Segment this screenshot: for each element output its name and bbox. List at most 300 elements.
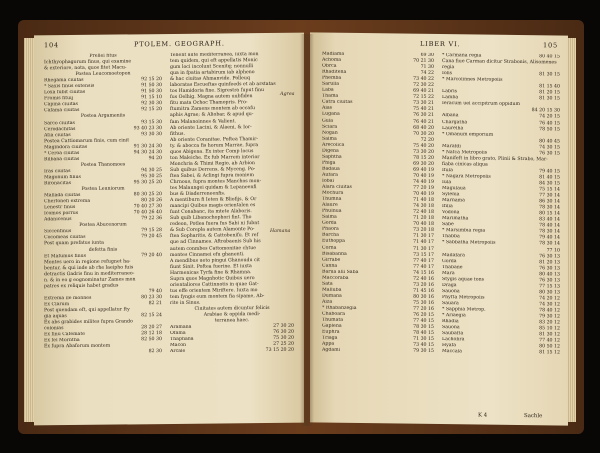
coordinates: 78 30 14 xyxy=(539,241,560,247)
coordinates: 94 30 24 30 xyxy=(133,149,162,156)
coordinates: 79 22 36 xyxy=(141,216,162,222)
place-entry xyxy=(322,348,434,355)
coordinates: 81 30 12 xyxy=(539,332,560,338)
left-folio: 104 xyxy=(44,41,59,50)
place-name: Gula xyxy=(322,118,334,124)
place-name: Alara ciuitas xyxy=(322,184,352,190)
coordinates: 81 15 40 xyxy=(539,84,560,90)
place-name: gia aquas xyxy=(44,314,67,320)
place-name: Ieracum uel accipitrum oppidum xyxy=(442,101,520,108)
coordinates: 70 40 19 xyxy=(413,191,434,198)
place-name: Sauona xyxy=(442,288,460,295)
coordinates: 75 40 20 xyxy=(413,143,434,149)
place-name: Ifula xyxy=(442,167,453,174)
coordinates: 74 15 16 xyxy=(413,270,434,276)
coordinates: 73 30 21 xyxy=(413,101,434,107)
line-text: Chrnous, fupra montes Manchos mon- xyxy=(170,179,262,185)
coordinates: 70 40 27 30 xyxy=(133,204,162,210)
coordinates: 71 30 17 xyxy=(413,234,434,240)
coordinates: 80 40 13 xyxy=(539,271,560,278)
place-name: Iras ciuitas xyxy=(44,168,71,175)
left-page xyxy=(34,33,304,426)
place-name: Macon xyxy=(170,343,187,349)
coordinates: 77 30 14 xyxy=(539,193,560,199)
place-name: Mara xyxy=(442,270,455,276)
place-name: colonias xyxy=(44,326,64,332)
coordinates: 76 30 21 xyxy=(413,113,434,119)
coordinates: 92 30 30 xyxy=(141,101,162,107)
place-name: Catra ciuitas xyxy=(322,99,353,106)
place-name: Capina ciuitas xyxy=(44,102,78,108)
coordinates: 85 10 12 xyxy=(539,326,560,332)
place-name: Phaora xyxy=(322,226,339,233)
place-name: * Ariaegia xyxy=(442,313,466,319)
line-text: detractis Gadris finu in mediterraneo- xyxy=(44,271,135,277)
coordinates: 93 30 30 xyxy=(141,131,162,137)
place-name: Chargatha xyxy=(442,119,468,125)
coordinates: 70 21 30 xyxy=(413,58,434,64)
place-name: Canna xyxy=(322,263,338,269)
line-text: Monchria & Thimi Regio, ab Arbion xyxy=(170,160,255,167)
line-text: laboratas Escueftas quinfeeds et ab arstatas xyxy=(170,82,276,89)
coordinates: 79 40 xyxy=(148,288,162,295)
coordinates: 93 15 30 xyxy=(141,119,162,125)
coordinates: 69 30 20 xyxy=(413,161,434,167)
place-name: Lugana xyxy=(322,112,340,118)
coordinates: 77 40 12 xyxy=(539,338,560,344)
coordinates: 74 20 12 xyxy=(539,296,560,302)
right-page-header xyxy=(320,39,558,52)
coordinates: 75 40 21 xyxy=(413,107,434,113)
line-text: rite in Sinus. xyxy=(170,300,201,306)
line-text: Ab oriente Lacini, & Alaeni, & Ior- xyxy=(170,124,252,131)
place-name: Laba xyxy=(322,87,334,93)
coordinates: 71 30 xyxy=(420,64,434,71)
place-name: Laurelha xyxy=(442,125,464,131)
line-text: Supra quos Magnhotic Quibus uero xyxy=(170,275,255,282)
place-name: Lachobra xyxy=(442,337,465,343)
coordinates: 76 20 15 xyxy=(413,312,434,318)
line-text: ty. & abocca fis horum Marrae, fupra xyxy=(170,142,259,149)
place-name: Iolis xyxy=(442,71,453,77)
line-text: Tenent aute mediterranea, iuxta mon xyxy=(170,52,259,58)
line-text: bus & Diaderreneenfis. xyxy=(170,191,226,198)
place-name: Aufara xyxy=(322,172,338,178)
place-name: * Sabbatha Metropolis xyxy=(442,240,496,247)
place-name: Maccala xyxy=(442,349,462,355)
coordinates: 78 30 14 xyxy=(539,205,560,211)
catchword: Sachle xyxy=(524,413,543,420)
right-column-1 xyxy=(322,52,434,419)
coordinates: 78 40 15 xyxy=(413,330,434,337)
coordinates: 91 50 30 xyxy=(141,83,162,89)
place-name: Saphtha xyxy=(322,154,342,160)
coordinates: 72 30 22 xyxy=(413,82,434,89)
coordinates: 86 30 14 xyxy=(539,199,560,205)
place-name: Cerodachitas xyxy=(44,126,76,132)
coordinates: 79 30 15 xyxy=(413,348,434,355)
place-name: Atia ciuitas xyxy=(44,132,71,138)
line-text: n. & in eo g eognominatur Zames mon xyxy=(44,277,136,284)
place-name: Digena xyxy=(322,148,339,154)
coordinates: 71 20 18 xyxy=(413,215,434,222)
coordinates: 74 30 15 xyxy=(539,144,560,151)
coordinates: 70 40 19 xyxy=(413,173,434,179)
coordinates: 95 30 25 xyxy=(141,174,162,180)
place-name: Barcha xyxy=(322,232,339,239)
place-name: Appa xyxy=(322,341,335,347)
line-text: tes Malaungei quidam & Lepaneenfi xyxy=(170,185,257,192)
coordinates: 77 40 17 xyxy=(413,258,434,264)
coordinates: 77 20 16 xyxy=(413,306,434,312)
place-name: Sylenia xyxy=(442,192,460,198)
place-name: Rhegama ciuitas xyxy=(44,78,84,84)
place-name: Phiga xyxy=(322,160,336,166)
coordinates: 81 30 15 xyxy=(539,72,560,78)
coordinates: 72 40 18 xyxy=(413,209,434,216)
right-folio: 105 xyxy=(543,41,558,50)
coordinates: 79 30 12 xyxy=(539,314,560,320)
line-text: Postea Abucenorum xyxy=(79,222,127,229)
coordinates: 28 12 18 xyxy=(141,331,162,337)
right-column-2 xyxy=(442,53,560,420)
coordinates: 80 23 30 xyxy=(141,294,162,301)
coordinates: 83 40 14 xyxy=(539,217,560,223)
place-name: Sauara xyxy=(442,300,459,307)
place-name: Sarulla xyxy=(322,81,340,88)
place-name: * Ceroa ciuitas xyxy=(44,150,80,157)
coordinates: 27 30 20 xyxy=(273,323,294,330)
line-text: fiunt Sinit. Poftea fuerine. Et iuxta xyxy=(170,263,252,270)
coordinates: 75 30 16 xyxy=(413,300,434,306)
line-text: Sub quibus Derrens, & Myceng. Po- xyxy=(170,166,256,173)
coordinates: 73 15 17 xyxy=(413,252,434,258)
place-name: Gaplena xyxy=(322,323,342,329)
place-name: Cocomeas ciuitas xyxy=(44,235,86,241)
line-text: montes Cinnamei efu ghanenti. xyxy=(170,251,245,258)
line-text: tem fyngis eum montem fia sipame, Ab- xyxy=(170,293,265,300)
line-text: Postea Thanomoes xyxy=(80,162,126,168)
coordinates: 93 40 23 30 xyxy=(133,125,162,131)
place-name: Mochura xyxy=(322,190,344,196)
place-name: * Rhabanzegia xyxy=(322,305,357,311)
line-text: mancipi Quibus magis orientalen es xyxy=(170,203,256,210)
place-name: Dumana xyxy=(322,293,342,299)
coordinates: 78 50 15 xyxy=(539,126,560,133)
place-name: Aramana xyxy=(170,324,192,331)
line-text: A mentiburn fi Ieten & Bliofijs, & Or xyxy=(170,197,257,204)
coordinates: 80 50 12 xyxy=(539,344,560,350)
coordinates: 75 15 14 xyxy=(539,187,560,193)
coordinates: 78 40 12 xyxy=(539,308,560,314)
line-text: Ex fupra Abaforum montem xyxy=(44,343,111,350)
coordinates: 79 40 15 xyxy=(539,169,560,175)
place-name: Phulnua xyxy=(322,208,342,215)
coordinates: 78 30 14 xyxy=(539,229,560,235)
coordinates: 72 15 22 xyxy=(413,95,434,101)
place-name: * Carmana regia xyxy=(442,53,482,59)
coordinates: 75 30 20 xyxy=(273,335,294,342)
left-page-header xyxy=(44,39,294,52)
line-text: Postea Leuniorum xyxy=(81,186,125,192)
coordinates: 78 30 15 xyxy=(413,324,434,331)
line-text: autem conmbes Cattomonitae chtue xyxy=(170,245,257,252)
coordinates: 69 30 xyxy=(420,52,434,58)
coordinates: 91 30 24 30 xyxy=(133,143,162,150)
place-name: Badaua xyxy=(322,166,340,172)
line-text: fithus. xyxy=(170,131,185,137)
left-column-1 xyxy=(44,53,162,420)
place-name: Ex finu Cafemate xyxy=(44,332,85,338)
place-name: Cherfonefi extrema xyxy=(44,198,91,205)
line-text: que ad Cinnames. Aftrabaenis Sub his xyxy=(170,239,261,246)
place-name: Triaga xyxy=(322,335,338,341)
place-name: Saubafta xyxy=(442,331,464,337)
place-name: Thaphana xyxy=(170,336,194,343)
place-name: * Omanum emporium xyxy=(442,131,494,138)
line-text: Arabiae & oppida medi- xyxy=(203,312,261,318)
place-name: Marimatha xyxy=(442,216,469,222)
place-name: Bironacitas xyxy=(44,181,72,187)
place-name: Bisabanna xyxy=(322,251,347,257)
place-name: Draga xyxy=(442,282,457,288)
line-text: aphis Agrae; & Aliobar, & apud qu- xyxy=(170,112,254,119)
coordinates: 92 15 20 xyxy=(141,77,162,83)
place-name: Thumata xyxy=(322,317,344,323)
coordinates: 71 40 18 xyxy=(413,197,434,204)
line-text: Manifeft in libro grato, Plinii & Strabo, Mar- xyxy=(442,155,548,163)
place-entry xyxy=(44,349,162,356)
coordinates: 80 30 13 xyxy=(539,290,560,296)
line-text: fiaba cinicas aliqua xyxy=(442,161,488,168)
line-text: A mendibus ueto pingui Ghanoudu cit xyxy=(170,257,260,264)
coordinates: 72 20 xyxy=(420,137,434,143)
place-name: Barua alii Saba xyxy=(322,269,359,275)
signature-mark: K 4 xyxy=(478,412,488,419)
place-name: Phyfta Metropolis xyxy=(442,294,485,301)
coordinates: 80 15 14 xyxy=(539,211,560,217)
line-text: ftumitra Zamens montem ab occafu xyxy=(170,106,255,113)
place-name: Lenestr finus xyxy=(44,205,76,211)
line-text: tus effe orientem Miriftere. Iuxta mo xyxy=(170,287,258,294)
place-name: Obrca xyxy=(322,63,337,69)
place-name: Achoma xyxy=(322,57,342,63)
line-text: ton Maleiche. Ex fub Marrem interior xyxy=(170,154,260,161)
line-text: quos Abigena. Ex inter Comp locus xyxy=(170,148,254,155)
place-name: Cafama ciuitas xyxy=(44,108,80,114)
coordinates: 77 40 17 xyxy=(413,264,434,270)
line-text: defetta finis xyxy=(88,247,118,253)
place-name: Aias xyxy=(322,105,333,112)
line-text: tos Hamidoria fine. Sigrestra fuput finu xyxy=(170,88,265,95)
coordinates: 78 40 14 xyxy=(539,223,560,229)
coordinates: 77 20 19 xyxy=(413,185,434,191)
coordinates: 73 40 22 xyxy=(413,76,434,83)
line-text: Montes uero in regione refugnet ha- xyxy=(44,258,131,265)
place-name: Sabe xyxy=(442,222,454,228)
place-name: Albana xyxy=(442,113,459,119)
coordinates: 84 20 15 30 xyxy=(531,108,560,114)
line-text: Ab oriente Coranitae. Poftea Thamir- xyxy=(170,136,258,143)
place-name: Sciara xyxy=(322,124,338,130)
place-name: * Nagara Metropolis xyxy=(442,173,491,180)
coordinates: 79 40 14 xyxy=(539,235,560,241)
line-text: Postea Argameniis xyxy=(80,113,126,120)
place-name: Maccoraba xyxy=(322,275,349,281)
coordinates: 82 15 24 xyxy=(141,313,162,319)
open-book xyxy=(18,14,584,440)
place-name: Sata xyxy=(322,281,333,287)
place-name: Chaboara xyxy=(322,311,346,317)
coordinates: 76 30 13 xyxy=(539,253,560,260)
line-text: ftea Sabei, & Aclingi fupra moniem xyxy=(170,173,254,179)
place-name: * Marsimbia regia xyxy=(442,228,486,234)
place-name: Extrema ile monnes xyxy=(44,295,92,302)
coordinates: 27 25 20 xyxy=(273,341,294,348)
coordinates: 80 20 26 xyxy=(141,198,162,204)
coordinates: 76 30 13 xyxy=(539,277,560,284)
line-text: qua in fpatia artabirum iab alpheno xyxy=(170,70,255,77)
left-column-2 xyxy=(170,52,294,419)
line-text: fitu mata Ochoc Thamopris. Pro- xyxy=(170,100,248,107)
place-name: Labris xyxy=(442,89,458,95)
line-text: orientaliores Cattinnotis in quae Gat- xyxy=(170,281,259,288)
coordinates: 77 15 13 xyxy=(539,284,560,290)
coordinates: 73 40 15 xyxy=(413,342,434,349)
coordinates: 81 30 15 xyxy=(539,96,560,102)
coordinates: 95 30 25 20 xyxy=(133,180,162,186)
line-text: tem quidem, qui eft appellatis Monic xyxy=(170,58,258,65)
line-text: bentur, & qui inde ab rhe laeipho fuis xyxy=(44,265,134,271)
coordinates: 71 30 17 xyxy=(413,246,434,252)
place-name: Madafara xyxy=(442,252,465,258)
right-page xyxy=(310,32,568,425)
place-name: Loxa fubit ciuitas xyxy=(44,90,86,96)
coordinates: 74 22 xyxy=(420,70,434,77)
coordinates: 80 30 16 xyxy=(413,294,434,300)
line-text: terranea haec. xyxy=(214,318,250,324)
coordinates: 76 30 13 xyxy=(539,265,560,272)
coordinates: 94 20 xyxy=(148,155,162,162)
line-text: Postea Cattiomarum finis, cum cinit xyxy=(44,138,130,144)
coordinates: 82 21 xyxy=(148,300,162,307)
coordinates: 73 20 18 xyxy=(413,228,434,234)
place-name: Thumna xyxy=(322,196,342,202)
coordinates: 74 30 12 xyxy=(539,302,560,308)
coordinates: 83 20 12 xyxy=(539,320,560,326)
place-name: Thabane xyxy=(442,264,463,270)
place-name: Salma xyxy=(322,214,337,221)
coordinates: 82 30 xyxy=(148,349,162,355)
line-text: ftea Sopharitis, & Cattobenifu. Et ref xyxy=(170,233,259,240)
coordinates: 76 30 20 xyxy=(273,329,294,336)
line-text: Cana fiue Carman dicitur Strabonis, Alisomenes xyxy=(442,59,557,66)
coordinates: 70 40 18 xyxy=(413,221,434,228)
place-name: Ex fel Morntha xyxy=(44,338,80,344)
place-name: Agdami xyxy=(322,347,341,354)
place-name: Phemba xyxy=(322,75,342,81)
line-text: patres ex reliquis habet gradus xyxy=(44,283,119,290)
coordinates: 81 15 12 xyxy=(539,350,560,356)
place-name: Adanicenus xyxy=(44,217,72,223)
place-name: Alaure xyxy=(322,202,338,208)
place-name: * Sapphia Metrop. xyxy=(442,307,486,313)
coordinates: 68 40 20 xyxy=(413,125,434,131)
coordinates: 73 30 20 xyxy=(413,149,434,155)
place-name: Malluba xyxy=(322,287,342,293)
line-text: fam Malanoinnes & Valient. xyxy=(170,118,236,125)
coordinates: 71 30 15 xyxy=(413,336,434,343)
place-name: Corna xyxy=(322,245,337,251)
place-name: Mallada ciuitas xyxy=(44,193,81,199)
book-gutter xyxy=(300,34,314,426)
coordinates: 28 20 27 xyxy=(141,325,162,331)
line-text: Post quam prefatus iunta xyxy=(44,241,104,247)
margin-note-1: Agrea xyxy=(280,92,295,97)
line-text: & exteriore, nota, quos fitet Macu- xyxy=(44,65,127,72)
coordinates: 71 45 16 xyxy=(413,288,434,294)
place-name: Stygis aquae fons xyxy=(442,276,484,283)
place-name: Marnama xyxy=(442,198,465,204)
place-name: Madiama xyxy=(322,51,345,57)
coordinates: 80 30 25 20 xyxy=(133,192,162,198)
place-name: Marafdi xyxy=(442,143,461,149)
place-name: Magonum finus xyxy=(44,174,81,181)
coordinates: 76 40 15 xyxy=(539,120,560,126)
place-name: Arcale xyxy=(170,349,186,355)
line-text: funt Conabanc, ita mtete Alaboris. xyxy=(170,209,252,216)
coordinates: 77 40 15 xyxy=(413,318,434,325)
coordinates: 79 20 40 xyxy=(141,252,162,258)
place-name: Nogan xyxy=(322,130,338,136)
place-name: Lamba xyxy=(442,95,459,101)
line-text: Harmenicas Tyrfa fine & Rhamna. xyxy=(170,269,252,276)
coordinates: 73 15 20 20 xyxy=(265,347,294,354)
place-name: Rhadia xyxy=(442,319,459,325)
place-name: Hyafa xyxy=(442,343,457,349)
coordinates: 80 40 45 xyxy=(539,138,560,145)
coordinates: 81 20 15 xyxy=(539,90,560,96)
place-name: Thama xyxy=(322,93,339,100)
coordinates: 74 30 18 xyxy=(413,203,434,210)
coordinates: 92 15 20 xyxy=(141,107,162,113)
place-name xyxy=(44,350,124,357)
place-name: Vodona xyxy=(442,210,460,216)
place-name: Thabba xyxy=(442,234,460,240)
place-entry xyxy=(170,348,294,355)
coordinates: 91 15 10 xyxy=(141,95,162,101)
coordinates: 78 15 20 xyxy=(413,155,434,161)
coordinates: 91 50 30 xyxy=(141,89,162,95)
place-name: * Nafca Metropolis xyxy=(442,149,488,156)
place-name: Ex Clarum xyxy=(44,301,70,308)
line-text: Sub quib Libanochophori fint. Tho xyxy=(170,215,252,222)
place-name: Icomos porrus xyxy=(44,211,79,217)
line-text: Prellei fitus xyxy=(89,53,117,59)
place-name: Et Mafumus finus xyxy=(44,253,87,259)
line-text: regia xyxy=(442,65,455,71)
place-name: Euphra xyxy=(322,329,340,335)
coordinates: 77 10 xyxy=(546,247,560,253)
coordinates: 76 40 21 xyxy=(413,119,434,125)
line-text: Ciuitates autem dicuntur felicis xyxy=(194,305,270,312)
coordinates: 94 30 25 xyxy=(141,167,162,174)
margin-note-2: Hamana xyxy=(270,229,291,234)
line-text: & Sub Corepla autem Alamonte Po- xyxy=(170,227,255,234)
place-name: * Saxis finus extensis xyxy=(44,84,95,90)
coordinates: 72 40 16 xyxy=(413,276,434,282)
coordinates: 81 40 15 xyxy=(539,175,560,181)
